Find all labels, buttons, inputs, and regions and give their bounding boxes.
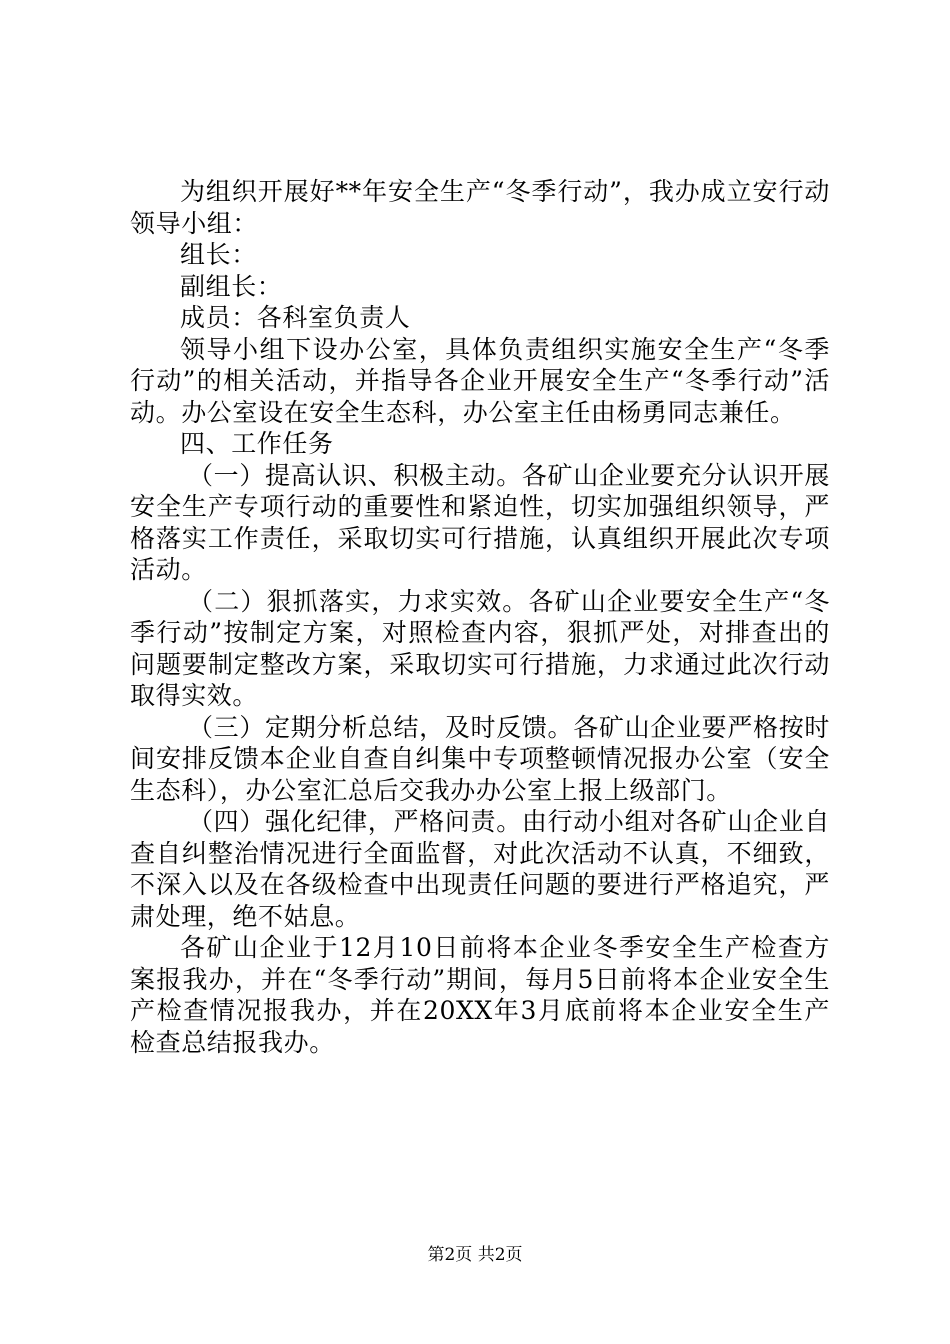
paragraph-task-2: （二）狠抓落实，力求实效。各矿山企业要安全生产“冬季行动”按制定方案，对照检查内容，狠抓严处，对排查出的问题要制定整改方案，采取切实可行措施，力求通过此次行动取得实效。 bbox=[130, 586, 830, 710]
paragraph-task-1: （一）提高认识、积极主动。各矿山企业要充分认识开展安全生产专项行动的重要性和紧迫性，切实加强组织领导，严格落实工作责任，采取切实可行措施，认真组织开展此次专项活动。 bbox=[130, 460, 830, 584]
paragraph-group-leader: 组长： bbox=[180, 240, 257, 269]
paragraph-intro: 为组织开展好**年安全生产“冬季行动”，我办成立安行动领导小组： bbox=[130, 177, 830, 238]
page-number-footer: 第2页 共2页 bbox=[427, 1245, 523, 1265]
paragraph-office: 领导小组下设办公室，具体负责组织实施安全生产“冬季行动”的相关活动，并指导各企业开展安全生产“冬季行动”活动。办公室设在安全生态科，办公室主任由杨勇同志兼任。 bbox=[130, 334, 830, 427]
paragraph-task-4: （四）强化纪律，严格问责。由行动小组对各矿山企业自查自纠整治情况进行全面监督，对此次活动不认真，不细致，不深入以及在各级检查中出现责任问题的要进行严格追究，严肃处理，绝不姑息。 bbox=[130, 807, 830, 931]
document-body bbox=[130, 176, 830, 1058]
paragraph-deputy-leader: 副组长： bbox=[180, 271, 283, 301]
paragraph-closing: 各矿山企业于12月10日前将本企业冬季安全生产检查方案报我办，并在“冬季行动”期间，每月5日前将本企业安全生产检查情况报我办，并在20XX年3月底前将本企业安全生产检查总结报我办。 bbox=[130, 933, 830, 1057]
paragraph-task-3: （三）定期分析总结，及时反馈。各矿山企业要严格按时间安排反馈本企业自查自纠集中专项整顿情况报办公室（安全生态科），办公室汇总后交我办办公室上报上级部门。 bbox=[130, 712, 830, 805]
section-heading-work-tasks: 四、工作任务 bbox=[180, 429, 334, 458]
paragraph-members: 成员：各科室负责人 bbox=[180, 303, 411, 332]
